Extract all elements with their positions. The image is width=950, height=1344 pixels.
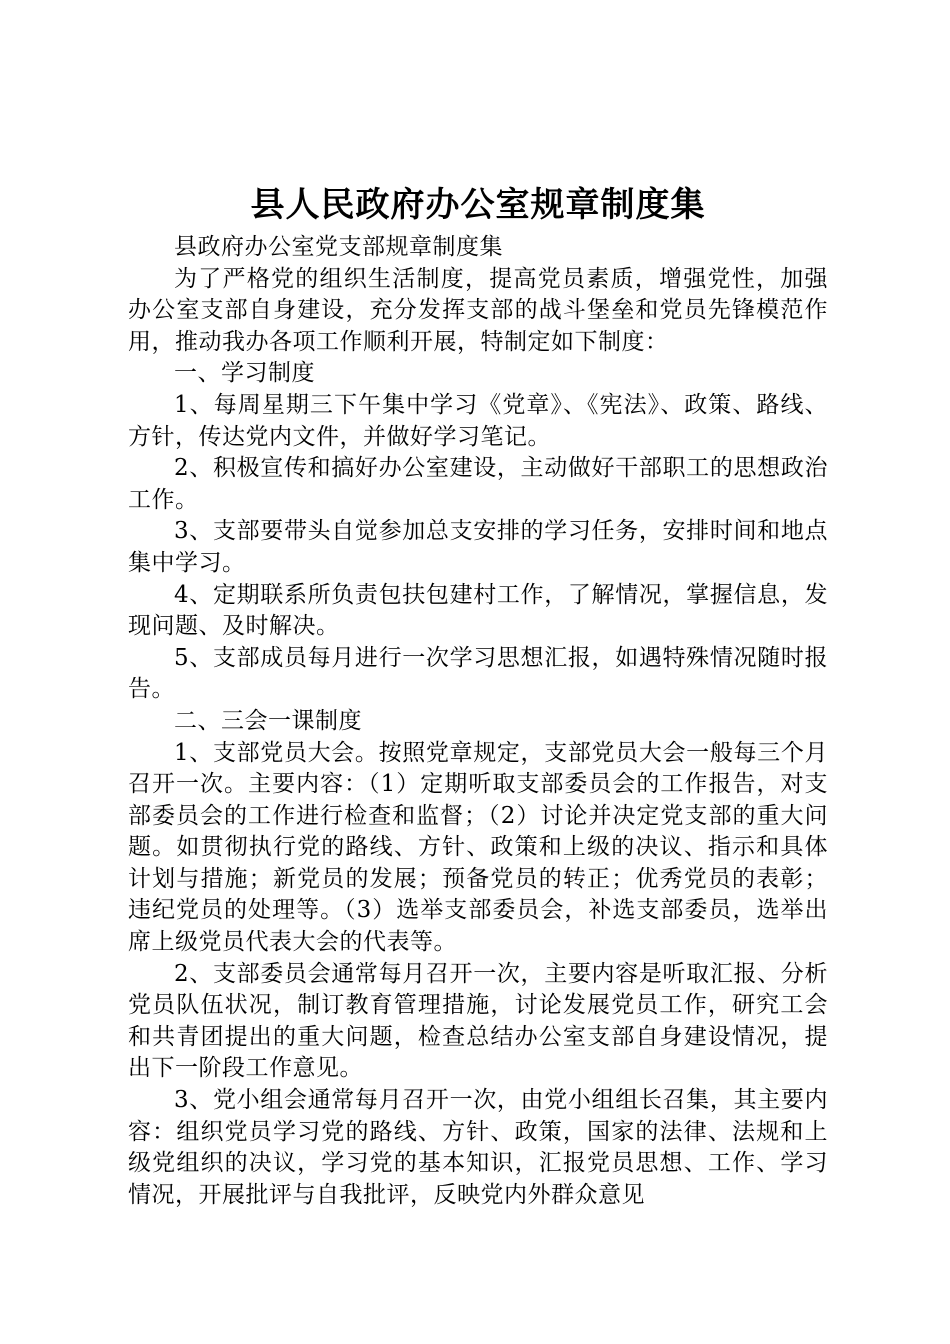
section-heading-meetings: 二、三会一课制度: [174, 707, 362, 734]
intro-paragraph: 为了严格党的组织生活制度，提高党员素质，增强党性，加强办公室支部自身建设，充分发挥支部的战斗堡垒和党员先锋模范作用，推动我办各项工作顺利开展，特制定如下制度：: [128, 265, 828, 355]
study-rule-5: 5、支部成员每月进行一次学习思想汇报，如遇特殊情况随时报告。: [128, 644, 828, 703]
meeting-rule-1: 1、支部党员大会。按照党章规定，支部党员大会一般每三个月召开一次。主要内容：（1）定期听取支部委员会的工作报告，对支部委员会的工作进行检查和监督；（2）讨论并决定党支部的重大问题。如贯彻执行党的路线、方针、政策和上级的决议、指示和具体计划与措施；新党员的发展；预备党员的转正；优秀党员的表彰；违纪党员的处理等。（3）选举支部委员会，补选支部委员，选举出席上级党员代表大会的代表等。: [128, 739, 828, 956]
document-page: [128, 180, 828, 1211]
study-rule-1: 1、每周星期三下午集中学习《党章》、《宪法》、政策、路线、方针，传达党内文件，并做好学习笔记。: [128, 391, 828, 450]
study-rule-4: 4、定期联系所负责包扶包建村工作，了解情况，掌握信息，发现问题、及时解决。: [128, 581, 828, 640]
document-title: 县人民政府办公室规章制度集: [250, 185, 706, 225]
study-rule-3: 3、支部要带头自觉参加总支安排的学习任务，安排时间和地点集中学习。: [128, 518, 828, 576]
section-heading-study: 一、学习制度: [174, 360, 315, 387]
meeting-rule-2: 2、支部委员会通常每月召开一次，主要内容是听取汇报、分析党员队伍状况，制订教育管理措施，讨论发展党员工作，研究工会和共青团提出的重大问题，检查总结办公室支部自身建设情况，提出下一阶段工作意见。: [128, 960, 828, 1082]
study-rule-2: 2、积极宣传和搞好办公室建设，主动做好干部职工的思想政治工作。: [128, 455, 828, 513]
meeting-rule-3: 3、党小组会通常每月召开一次，由党小组组长召集，其主要内容：组织党员学习党的路线、方针、政策，国家的法律、法规和上级党组织的决议，学习党的基本知识，汇报党员思想、工作、学习情况，开展批评与自我批评，反映党内外群众意见: [128, 1087, 828, 1208]
subtitle-paragraph: 县政府办公室党支部规章制度集: [174, 234, 503, 260]
